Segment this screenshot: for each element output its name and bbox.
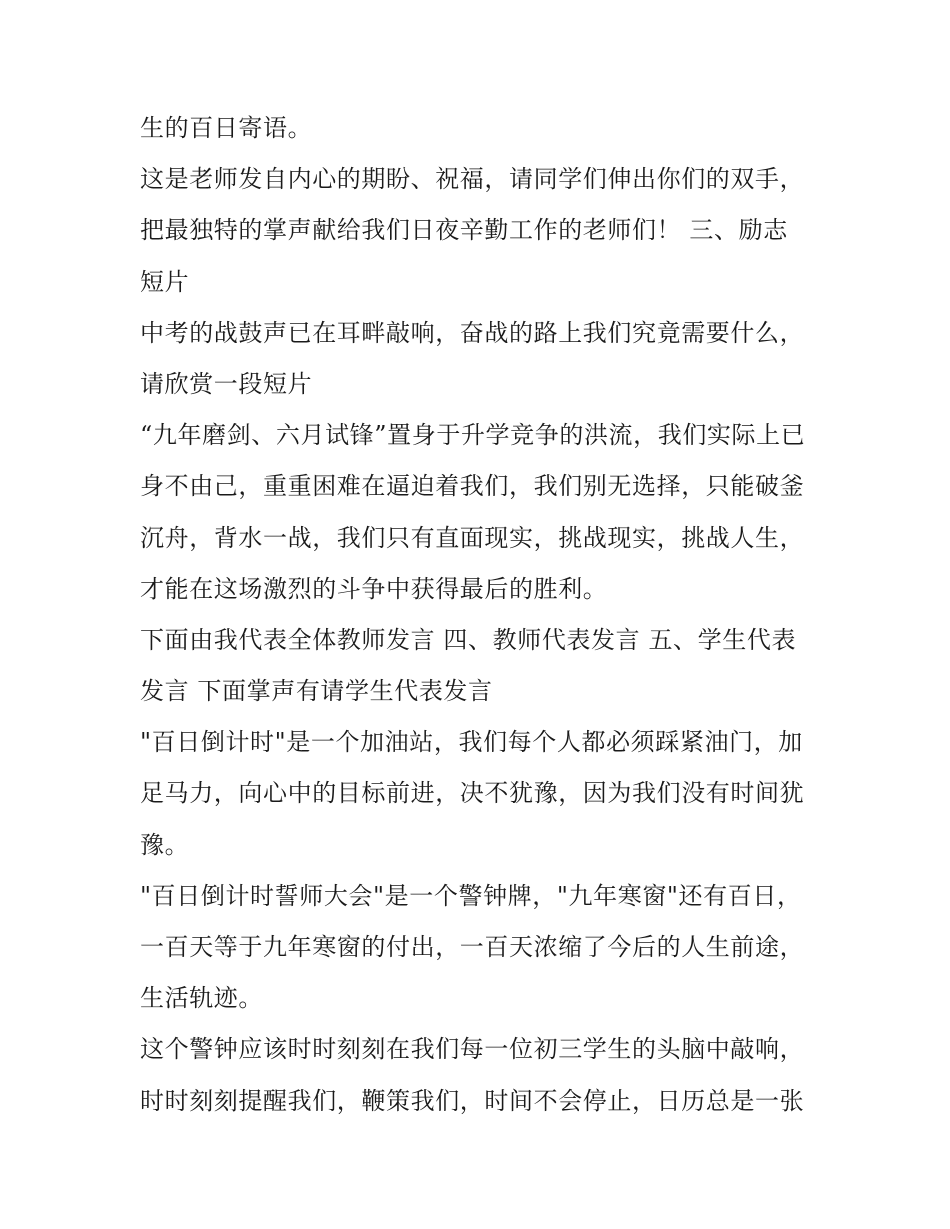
text-line-19: 这个警钟应该时时刻刻在我们每一位初三学生的头脑中敲响， (140, 1035, 805, 1064)
text-line-17: 一百天等于九年寒窗的付出，一百天浓缩了今后的人生前途， (140, 933, 805, 961)
text-line-16: "百日倒计时誓师大会"是一个警钟牌，"九年寒窗"还有百日， (140, 881, 802, 910)
text-line-8: 身不由己，重重困难在逼迫着我们，我们别无选择，只能破釜 (140, 472, 805, 501)
text-line-18: 生活轨迹。 (140, 984, 263, 1013)
text-line-5: 中考的战鼓声已在耳畔敲响，奋战的路上我们究竟需要什么， (140, 318, 805, 347)
text-line-11: 下面由我代表全体教师发言 四、教师代表发言 五、学生代表 (140, 625, 797, 654)
text-line-2: 这是老师发自内心的期盼、祝福，请同学们伸出你们的双手， (140, 165, 805, 194)
text-line-15: 豫。 (140, 830, 190, 859)
text-line-7: “九年磨剑、六月试锋”置身于升学竞争的洪流，我们实际上已 (140, 421, 806, 450)
text-line-14: 足马力，向心中的目标前进，决不犹豫，因为我们没有时间犹 (140, 779, 805, 808)
text-line-9: 沉舟，背水一战，我们只有直面现实，挑战现实，挑战人生， (140, 523, 805, 552)
text-line-20: 时时刻刻提醒我们，鞭策我们，时间不会停止，日历总是一张 (140, 1086, 805, 1115)
document-body (140, 103, 830, 1127)
text-line-6: 请欣赏一段短片 (140, 369, 313, 398)
text-line-1: 生的百日寄语。 (140, 114, 313, 142)
text-line-3: 把最独特的掌声献给我们日夜辛勤工作的老师们！ 三、励志 (140, 216, 788, 245)
text-line-4: 短片 (140, 267, 190, 296)
text-line-10: 才能在这场激烈的斗争中获得最后的胜利。 (140, 574, 608, 603)
text-line-12: 发言 下面掌声有请学生代表发言 (140, 677, 493, 706)
text-line-13: "百日倒计时"是一个加油站，我们每个人都必须踩紧油门，加 (140, 728, 803, 757)
